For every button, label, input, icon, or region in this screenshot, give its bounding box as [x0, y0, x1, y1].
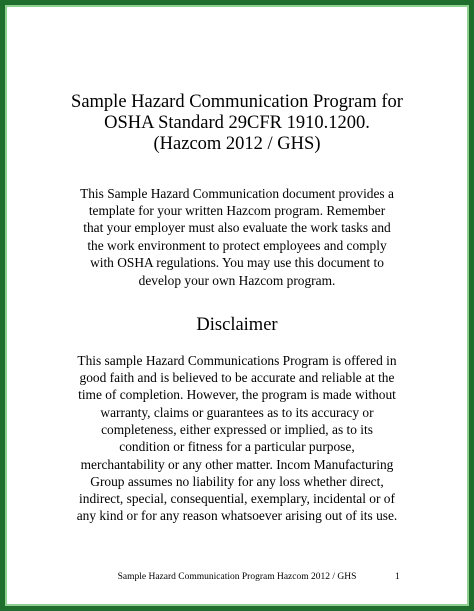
disclaimer-line-9: indirect, special, consequential, exemplary, incidental or of	[79, 491, 395, 506]
title-line-2: OSHA Standard 29CFR 1910.1200.	[104, 113, 370, 133]
disclaimer-line-6: condition or fitness for a particular purpose,	[119, 439, 355, 454]
title-line-1: Sample Hazard Communication Program for	[71, 92, 403, 112]
intro-line-3: that your employer must also evaluate the work tasks and	[83, 220, 391, 235]
intro-line-5: with OSHA regulations. You may use this document to	[90, 255, 384, 270]
disclaimer-line-4: warranty, claims or guarantees as to its accuracy or	[100, 405, 374, 420]
footer-text: Sample Hazard Communication Program Hazcom 2012 / GHS	[117, 572, 357, 582]
disclaimer-heading: Disclaimer	[196, 315, 278, 335]
intro-line-6: develop your own Hazcom program.	[138, 273, 336, 288]
title-line-3: (Hazcom 2012 / GHS)	[153, 134, 321, 154]
disclaimer-line-3: time of completion. However, the program is made without	[78, 387, 396, 402]
disclaimer-line-7: merchantability or any other matter. Incom Manufacturing	[80, 457, 394, 472]
page-number: 1	[395, 572, 400, 582]
intro-line-1: This Sample Hazard Communication document provides a	[80, 186, 394, 201]
disclaimer-line-10: any kind or for any reason whatsoever arising out of its use.	[76, 508, 398, 523]
disclaimer-line-5: completeness, either expressed or implied, as to its	[101, 422, 373, 437]
intro-line-4: the work environment to protect employees and comply	[87, 238, 387, 253]
disclaimer-line-2: good faith and is believed to be accurate and reliable at the	[79, 370, 395, 385]
disclaimer-line-8: Group assumes no liability for any loss whether direct,	[90, 474, 384, 489]
intro-line-2: template for your written Hazcom program. Remember	[88, 203, 386, 218]
disclaimer-line-1: This sample Hazard Communications Program is offered in	[77, 353, 397, 368]
